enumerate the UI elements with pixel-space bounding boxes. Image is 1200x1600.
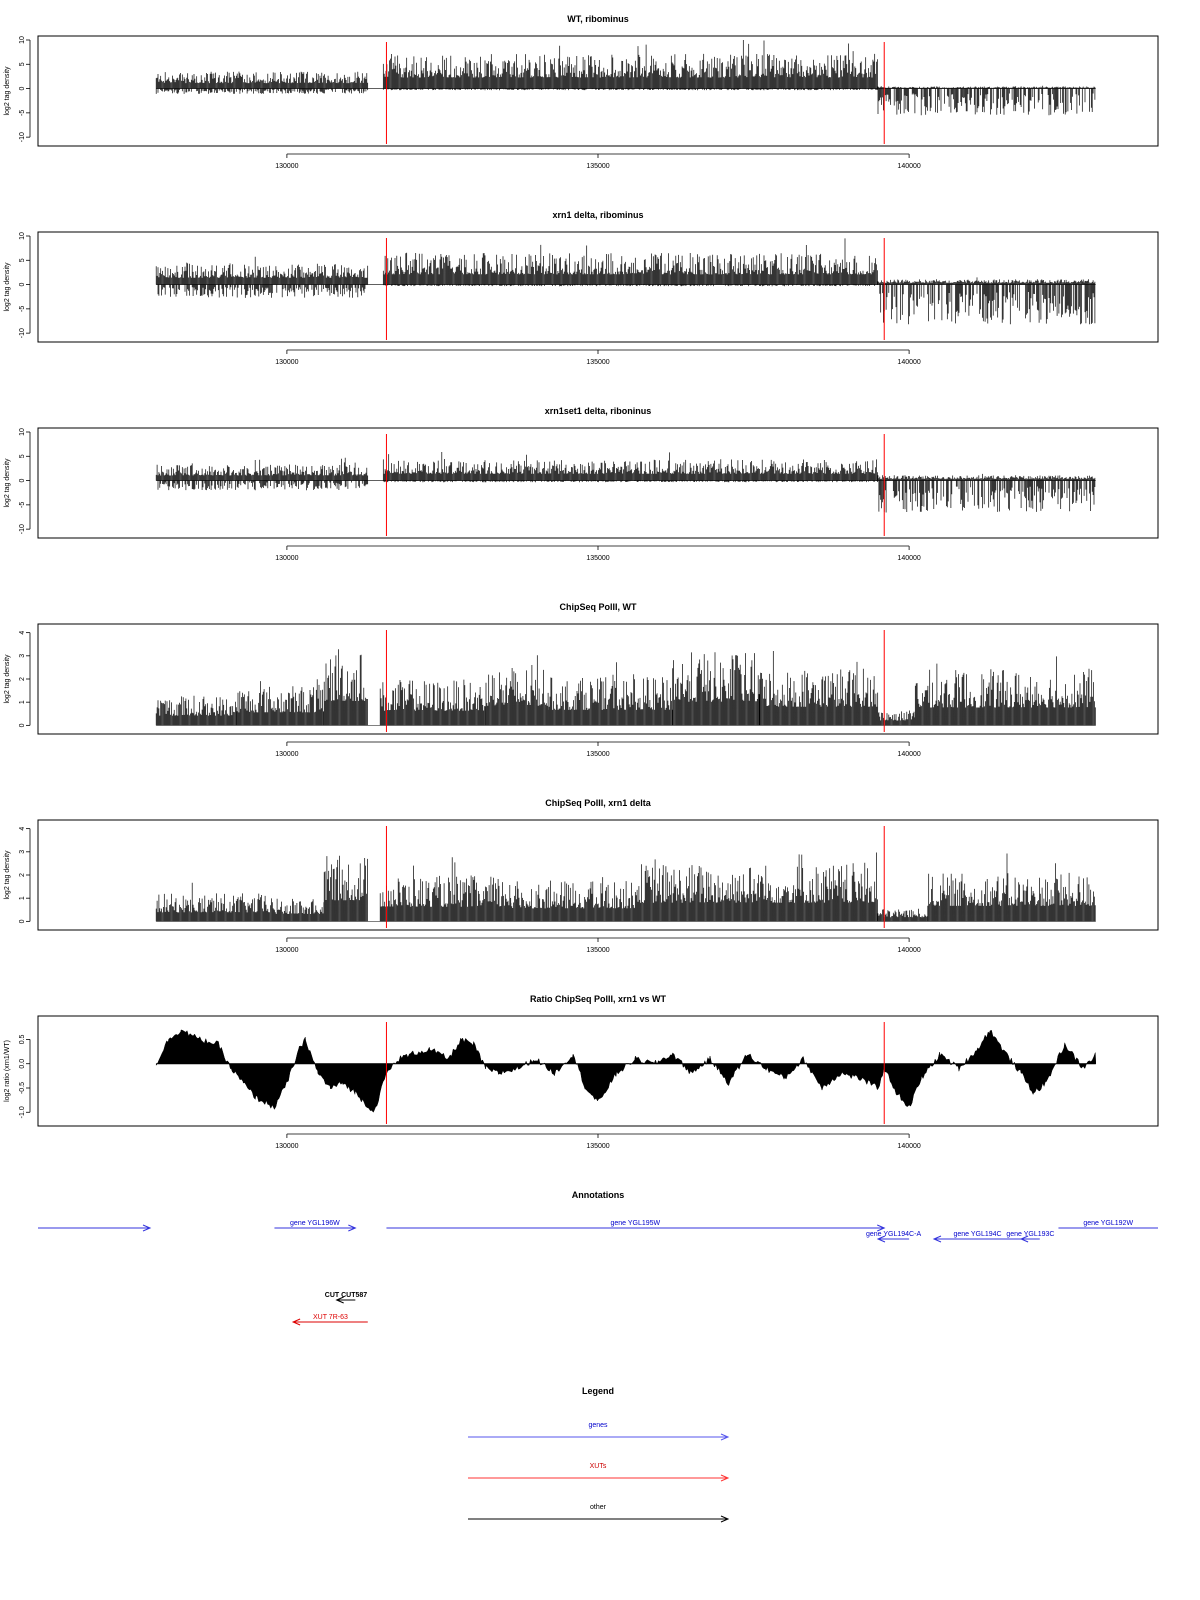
- y-tick-label: 5: [18, 258, 26, 263]
- data-series: [156, 238, 1096, 324]
- y-tick-label: 0.5: [18, 1034, 26, 1045]
- y-axis-label: log2 tag density: [4, 458, 11, 508]
- y-tick-label: 4: [18, 630, 26, 635]
- y-tick-label: -10: [18, 132, 26, 143]
- annotation-label: gene YGL194C: [953, 1231, 1002, 1238]
- legend-panel: [468, 1386, 728, 1522]
- y-tick-label: 3: [18, 653, 26, 658]
- y-axis: [4, 232, 30, 338]
- x-tick-label: 140000: [897, 163, 921, 170]
- density-bars: [156, 238, 1095, 324]
- y-tick-label: 0: [18, 282, 26, 287]
- y-tick-label: -1.0: [18, 1106, 26, 1119]
- y-tick-label: 1: [18, 700, 26, 705]
- x-tick-label: 130000: [275, 947, 299, 954]
- y-tick-label: -5: [18, 109, 26, 116]
- x-tick-label: 140000: [897, 359, 921, 366]
- x-tick-label: 130000: [275, 1143, 299, 1150]
- y-tick-label: 5: [18, 454, 26, 459]
- panel-4: [4, 602, 1158, 758]
- y-axis-label: log2 tag density: [4, 850, 11, 900]
- annotation-arrow: [38, 1225, 150, 1231]
- ratio-area: [156, 1030, 1096, 1112]
- x-axis: [275, 938, 921, 954]
- x-axis: [275, 154, 921, 170]
- x-tick-label: 135000: [586, 947, 610, 954]
- x-tick-label: 140000: [897, 751, 921, 758]
- y-axis: [4, 827, 30, 924]
- y-axis-label: log2 tag density: [4, 654, 11, 704]
- y-tick-label: -5: [18, 501, 26, 508]
- panel-title: Ratio ChipSeq PolII, xrn1 vs WT: [529, 994, 667, 1004]
- annotation-label: gene YGL192W: [1083, 1220, 1134, 1227]
- data-series: [156, 1030, 1096, 1112]
- y-tick-label: 5: [18, 62, 26, 67]
- y-axis-label: log2 tag density: [4, 262, 11, 312]
- panel-title: ChipSeq PolII, xrn1 delta: [545, 798, 651, 808]
- y-tick-label: 1: [18, 896, 26, 901]
- x-tick-label: 140000: [897, 555, 921, 562]
- panel-3: [4, 406, 1158, 562]
- panel-2: [4, 210, 1158, 366]
- x-tick-label: 135000: [586, 163, 610, 170]
- y-tick-label: 0.0: [18, 1058, 26, 1069]
- density-bars: [156, 40, 1095, 115]
- y-axis-label: log2 ratio (xrn1/WT): [4, 1040, 11, 1102]
- x-axis: [275, 742, 921, 758]
- y-tick-label: 2: [18, 677, 26, 681]
- y-axis: [4, 36, 30, 142]
- y-tick-label: 10: [18, 428, 26, 436]
- data-series: [156, 40, 1096, 115]
- x-axis: [275, 350, 921, 366]
- legend-item-label: genes: [588, 1422, 608, 1429]
- x-tick-label: 140000: [897, 947, 921, 954]
- y-tick-label: 10: [18, 232, 26, 240]
- annotation-label: gene YGL194C-A: [865, 1231, 922, 1238]
- plot-frame: [38, 36, 1158, 146]
- data-series: [156, 649, 1096, 725]
- annotations-panel: [38, 1190, 1158, 1325]
- panel-title: xrn1set1 delta, riboninus: [544, 406, 652, 416]
- annotation-label: XUT 7R-63: [312, 1314, 348, 1321]
- x-tick-label: 135000: [586, 1143, 610, 1150]
- annotation-label: gene YGL195W: [610, 1220, 661, 1227]
- x-axis: [275, 1134, 921, 1150]
- y-axis: [4, 1034, 30, 1118]
- x-tick-label: 135000: [586, 359, 610, 366]
- panel-title: ChipSeq PolII, WT: [559, 602, 637, 612]
- panel-5: [4, 798, 1158, 954]
- density-bars: [156, 649, 1095, 725]
- x-tick-label: 140000: [897, 1143, 921, 1150]
- legend-item-arrow: [468, 1475, 728, 1481]
- annotation-label: CUT CUT587: [324, 1292, 368, 1299]
- annotation-label: gene YGL193C: [1006, 1231, 1055, 1238]
- panel-6: [4, 994, 1158, 1150]
- x-tick-label: 130000: [275, 359, 299, 366]
- x-tick-label: 130000: [275, 751, 299, 758]
- y-tick-label: -10: [18, 524, 26, 535]
- y-tick-label: 0: [18, 723, 26, 728]
- y-tick-label: 2: [18, 873, 26, 877]
- y-tick-label: -0.5: [18, 1081, 26, 1095]
- y-axis: [4, 631, 30, 728]
- legend-item-label: other: [590, 1504, 606, 1511]
- annotations-title: Annotations: [571, 1190, 625, 1200]
- density-bars: [156, 853, 1095, 922]
- y-tick-label: 4: [18, 826, 26, 831]
- x-tick-label: 130000: [275, 163, 299, 170]
- y-tick-label: -10: [18, 328, 26, 339]
- y-tick-label: -5: [18, 305, 26, 312]
- y-tick-label: 0: [18, 478, 26, 483]
- legend-item-arrow: [468, 1516, 728, 1522]
- x-tick-label: 135000: [586, 555, 610, 562]
- y-axis-label: log2 tag density: [4, 66, 11, 116]
- y-axis: [4, 428, 30, 534]
- y-tick-label: 10: [18, 36, 26, 44]
- data-series: [156, 452, 1096, 513]
- panel-title: WT, ribominus: [567, 14, 629, 24]
- data-series: [156, 853, 1096, 922]
- x-tick-label: 130000: [275, 555, 299, 562]
- x-axis: [275, 546, 921, 562]
- legend-title: Legend: [581, 1386, 615, 1396]
- panel-1: [4, 14, 1158, 170]
- x-tick-label: 135000: [586, 751, 610, 758]
- annotation-label: gene YGL196W: [290, 1220, 340, 1227]
- legend-item-arrow: [468, 1434, 728, 1440]
- y-tick-label: 0: [18, 86, 26, 91]
- y-tick-label: 3: [18, 849, 26, 854]
- y-tick-label: 0: [18, 919, 26, 924]
- legend-item-label: XUTs: [589, 1463, 607, 1470]
- panel-title: xrn1 delta, ribominus: [552, 210, 644, 220]
- density-bars: [156, 452, 1095, 513]
